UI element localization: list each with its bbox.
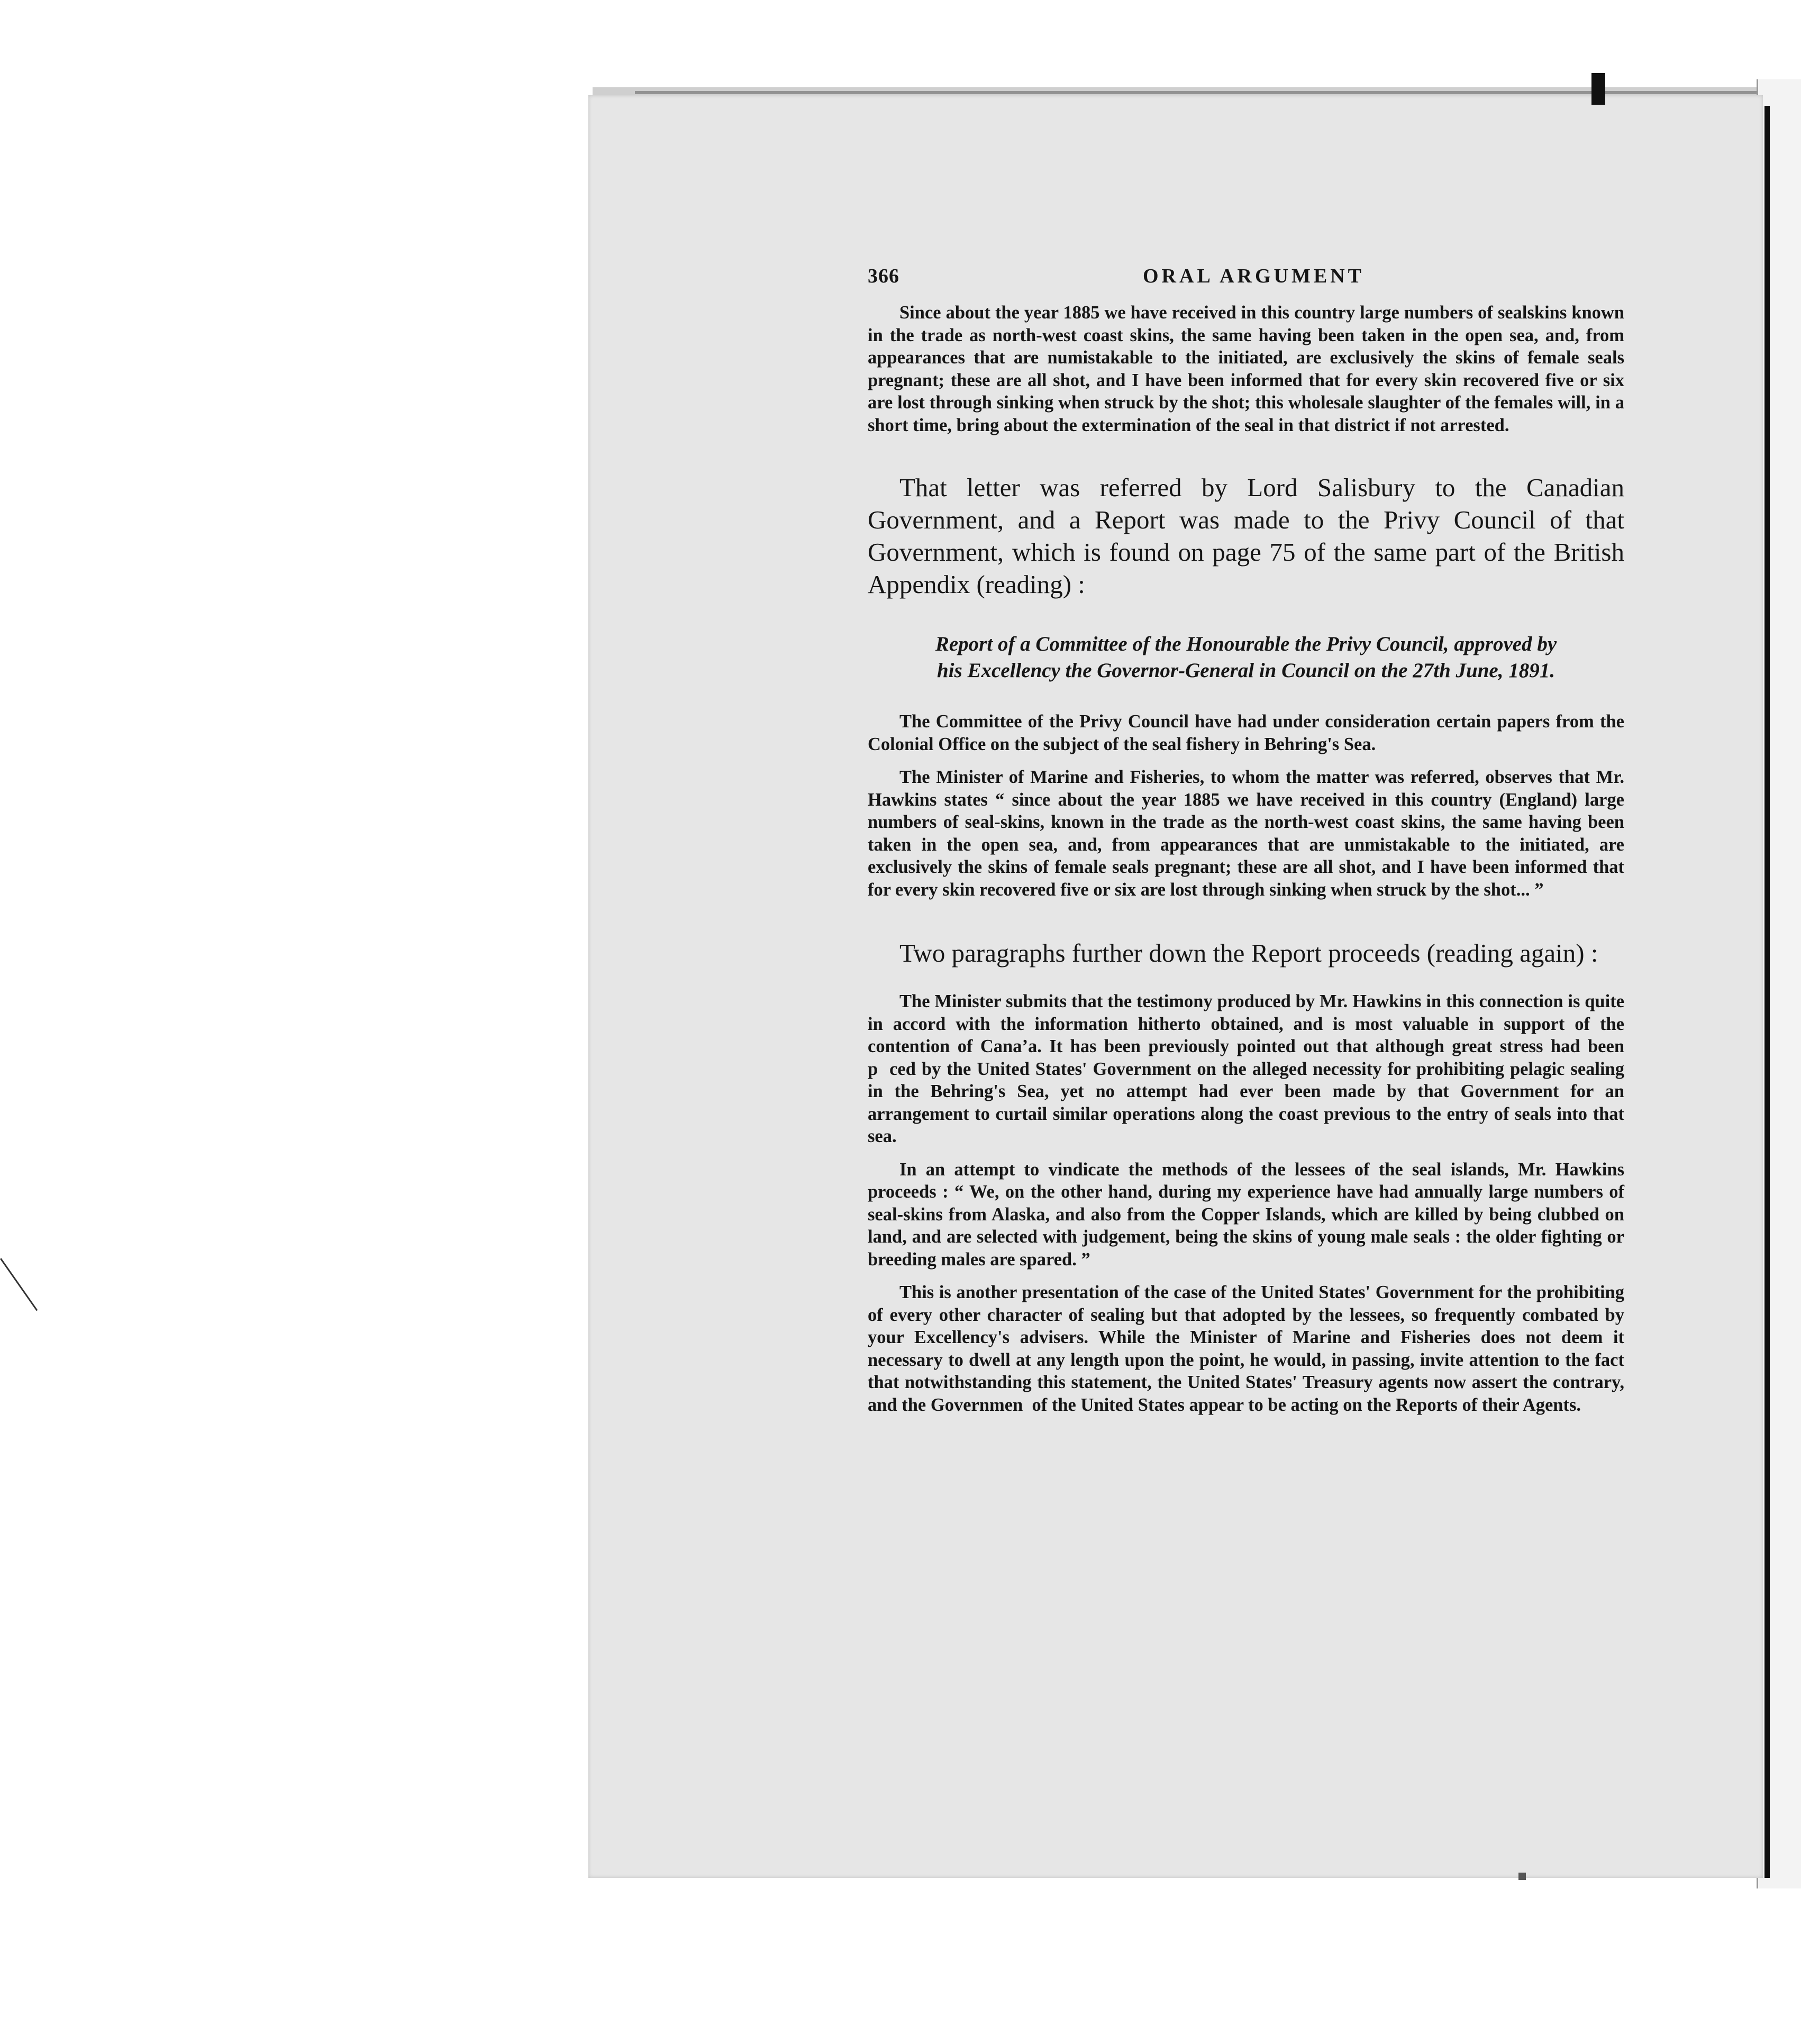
quoted-letter-paragraph: Since about the year 1885 we have received in this country large numbers of sealskins known in the trade as north-west coast skins, the same having been taken in the open sea, and, from appearances that are numistakable to the initiated, are exclusively the skins of female seals pregnant; these are all shot, and I have been informed that for every skin recovered five or six are lost through sinking when struck by the shot; this wholesale slaughter of the females will, in a short time, bring about the extermination of the seal in that district if not arrested. <box>868 303 1624 435</box>
argument-paragraph: That letter was referred by Lord Salisbury to the Canadian Government, and a Report was made to the Privy Council of that Government, which is found on page 75 of the same part of the British Appendix (reading) : <box>868 473 1624 599</box>
report-paragraph: This is another presentation of the case of the United States' Government for the prohibiting of every other character of sealing but that adopted by the lessees, so frequently combated by your Excellency's advisers. While the Minister of Marine and Fisheries does not deem it necessary to dwell at any length upon the point, he would, in passing, invite attention to the fact that notwithstanding this statement, the United States' Treasury agents now assert the contrary, and the Governmen of the United States appear to be acting on the Reports of their Agents. <box>868 1282 1624 1415</box>
page-number: 366 <box>868 265 899 287</box>
page-top-edge <box>635 91 1757 94</box>
page-header <box>868 264 1624 302</box>
page-edge-shadow <box>1764 106 1770 1878</box>
report-heading <box>868 631 1624 684</box>
report-heading-line: Report of a Committee of the Honourable the Privy Council, approved by <box>935 633 1557 655</box>
adjacent-page-edge <box>1757 79 1801 1888</box>
scan-artifact-mark <box>1591 73 1605 105</box>
report-paragraph: The Committee of the Privy Council have had under consideration certain papers from the Colonial Office on the subject of the seal fishery in Behring's Sea. <box>868 711 1624 754</box>
report-paragraph: In an attempt to vindicate the methods of the lessees of the seal islands, Mr. Hawkins proceeds : “ We, on the other hand, during my experience have had annually large numbers of seal-skins from Alaska, and also from the Copper Islands, which are killed by being clubbed on land, and are selected with judgement, being the skins of young male seals : the older fighting or breeding males are spared. ” <box>868 1159 1624 1270</box>
report-paragraph: The Minister submits that the testimony produced by Mr. Hawkins in this connection is quite in accord with the information hitherto obtained, and is most valuable in support of the contention of Cana’a. It has been previously pointed out that although great stress had been p ced by the United States' Government on the alleged necessity for prohibiting pelagic sealing in the Behring's Sea, yet no attempt had ever been made by that Government for an arrangement to curtail similar operations along the coast previous to the entry of seals into that sea. <box>868 991 1624 1146</box>
argument-paragraph: Two paragraphs further down the Report proceeds (reading again) : <box>899 938 1598 968</box>
scan-artifact-mark <box>0 1240 63 1311</box>
page-content <box>868 264 1624 1416</box>
running-head: ORAL ARGUMENT <box>1143 265 1365 287</box>
report-heading-line: his Excellency the Governor-General in Council on the 27th June, 1891. <box>937 659 1555 682</box>
report-paragraph: The Minister of Marine and Fisheries, to whom the matter was referred, observes that Mr. Hawkins states “ since about the year 1885 we have received in this country (England) large numbers of seal-skins, known in the trade as the north-west coast skins, the same having been taken in the open sea, and, from appearances that are unmistakable to the initiated, are exclusively the skins of female seals pregnant; these are all shot, and I have been informed that for every skin recovered five or six are lost through sinking when struck by the shot... ” <box>868 767 1624 900</box>
scan-artifact-mark <box>1518 1873 1526 1880</box>
